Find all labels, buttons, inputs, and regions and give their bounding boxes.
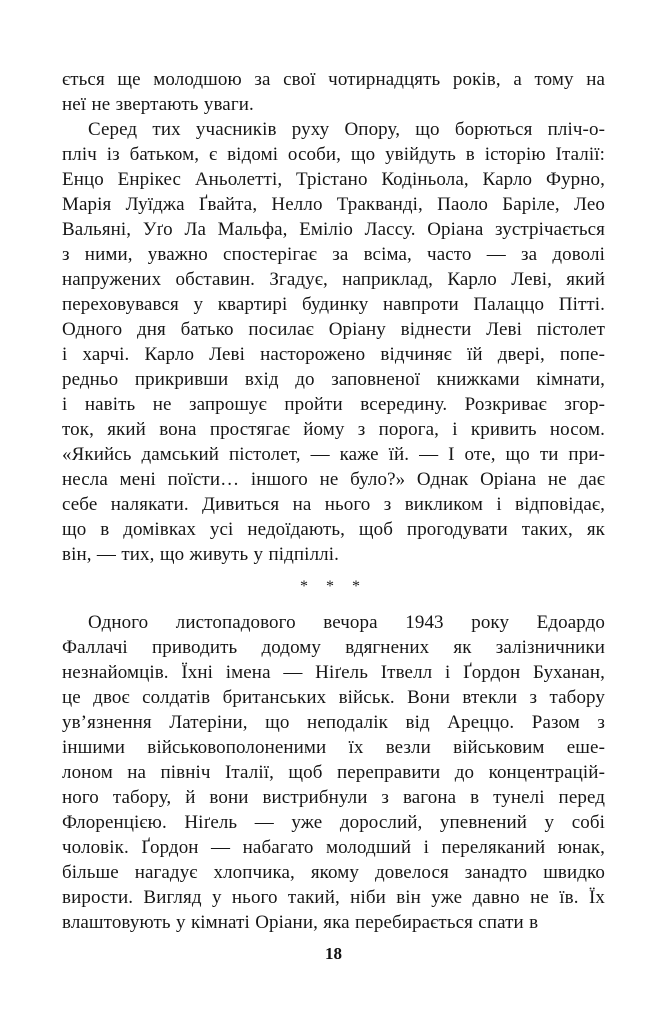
page-number: 18 <box>325 944 342 963</box>
text-line: і навіть не запрошує пройти всередину. Розкриває згор- <box>62 394 605 415</box>
text-line: іншими військовополоненими їх везли військовим еше- <box>62 737 605 758</box>
text-line: несла мені поїсти… іншого не було?» Однак Оріана не дає <box>62 469 605 490</box>
text-line: незнайомців. Їхні імена — Ніґель Ітвелл і Ґордон Буханан, <box>62 662 605 683</box>
text-line: ток, який вона простягає йому з порога, і кривить носом. <box>62 419 605 440</box>
text-line: Одного дня батько посилає Оріану віднести Леві пістолет <box>62 319 605 340</box>
text-line: Енцо Енрікес Аньолетті, Трістано Кодіньола, Карло Фурно, <box>62 169 605 190</box>
section-separator: * * * <box>300 578 367 595</box>
text-line: він, — тих, що живуть у підпіллі. <box>62 544 339 565</box>
text-line: Вальяні, Уґо Ла Мальфа, Еміліо Лассу. Оріана зустрічається <box>62 219 605 240</box>
text-line: Марія Луїджа Ґвайта, Нелло Тракванді, Паоло Баріле, Лео <box>62 194 605 215</box>
text-line: чоловік. Ґордон — набагато молодший і переляканий юнак, <box>62 837 605 858</box>
text-line: «Якийсь дамський пістолет, — каже їй. — І оте, що ти при- <box>62 444 605 465</box>
text-line: що в домівках усі недоїдають, щоб прогодувати таких, як <box>62 519 605 540</box>
text-line: ється ще молодшою за свої чотирнадцять років, а тому на <box>62 69 605 90</box>
text-line: і харчі. Карло Леві насторожено відчиняє їй двері, попе- <box>62 344 605 365</box>
text-line: лоном на північ Італії, щоб переправити до концентрацій- <box>62 762 605 783</box>
text-line: Флоренцією. Ніґель — уже дорослий, упевнений у собі <box>62 812 605 833</box>
text-line: з ними, уважно спостерігає за всіма, часто — за доволі <box>62 244 605 265</box>
text-line: Серед тих учасників руху Опору, що борються пліч-о- <box>88 119 605 140</box>
paragraph-november-1943 <box>62 610 605 935</box>
text-line: Одного листопадового вечора 1943 року Едоардо <box>88 612 605 633</box>
paragraph-continuation <box>62 67 605 117</box>
paragraph-resistance-members <box>62 117 605 567</box>
text-column <box>62 67 605 935</box>
text-line: переховувався у квартирі будинку навпроти Палаццо Пітті. <box>62 294 605 315</box>
text-line: ув’язнення Латеріни, що неподалік від Ареццо. Разом з <box>62 712 605 733</box>
text-line: більше нагадує хлопчика, якому довелося занадто швидко <box>62 862 605 883</box>
text-line: влаштовують у кімнаті Оріани, яка перебирається спати в <box>62 912 539 933</box>
text-line: редньо прикривши вхід до заповненої книжками кімнати, <box>62 369 605 390</box>
text-line: напружених обставин. Згадує, наприклад, Карло Леві, який <box>62 269 605 290</box>
text-line: неї не звертають уваги. <box>62 94 254 115</box>
text-line: себе налякати. Дивиться на нього з викликом і відповідає, <box>62 494 605 515</box>
text-line: пліч із батьком, є відомі особи, що увійдуть в історію Італії: <box>62 144 605 165</box>
text-line: вирости. Вигляд у нього такий, ніби він уже давно не їв. Їх <box>62 887 605 908</box>
text-line: ного табору, й вони вистрибнули з вагона в тунелі перед <box>62 787 605 808</box>
text-line: Фаллачі приводить додому вдягнених як залізничники <box>62 637 605 658</box>
text-line: це двоє солдатів британських військ. Вони втекли з табору <box>62 687 605 708</box>
